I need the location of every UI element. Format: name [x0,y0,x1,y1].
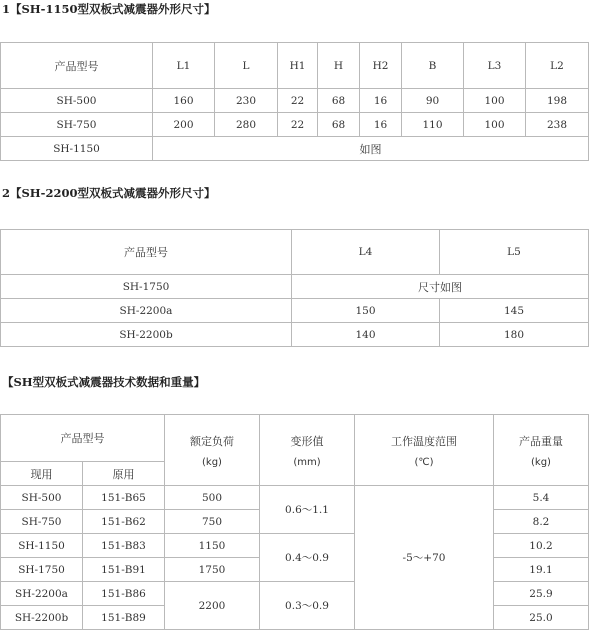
cell-see-figure: 如图 [153,137,589,161]
cell-weight: 19.1 [494,558,589,582]
table-row [1,137,589,161]
technical-data-table [0,414,589,630]
header-weight-unit: (kg) [531,456,551,468]
cell-l4: 140 [292,323,440,347]
dimensions-table-sh2200 [0,229,589,347]
cell-l2: 238 [526,113,589,137]
header-model: 产品型号 [1,230,292,275]
header-b: B [402,43,464,89]
header-current-model: 现用 [1,462,83,486]
cell-original-model: 151-B62 [83,510,165,534]
cell-weight: 25.0 [494,606,589,630]
cell-rated-load: 750 [165,510,260,534]
header-model: 产品型号 [1,43,153,89]
cell-current-model: SH-2200a [1,582,83,606]
cell-original-model: 151-B83 [83,534,165,558]
header-deformation [260,415,355,486]
cell-h: 68 [318,89,360,113]
cell-rated-load: 500 [165,486,260,510]
header-rated-load-unit: (kg) [202,456,222,468]
header-l: L [215,43,278,89]
cell-weight: 5.4 [494,486,589,510]
cell-h1: 22 [278,89,318,113]
table-row [1,534,589,558]
table-header-row [1,230,589,275]
cell-l: 230 [215,89,278,113]
cell-h2: 16 [360,113,402,137]
table-row [1,113,589,137]
cell-original-model: 151-B86 [83,582,165,606]
table-row [1,323,589,347]
cell-b: 110 [402,113,464,137]
header-l2: L2 [526,43,589,89]
section-title-1: 1【SH-1150型双板式减震器外形尺寸】 [2,2,216,16]
cell-current-model: SH-500 [1,486,83,510]
header-l4: L4 [292,230,440,275]
header-temperature-unit: (℃) [414,456,434,468]
table-row [1,486,589,510]
cell-current-model: SH-1150 [1,534,83,558]
cell-l5: 145 [440,299,589,323]
cell-rated-load: 1750 [165,558,260,582]
cell-weight: 10.2 [494,534,589,558]
cell-model: SH-2200a [1,299,292,323]
cell-weight: 25.9 [494,582,589,606]
header-deformation-label: 变形值 [290,434,324,448]
cell-l: 280 [215,113,278,137]
header-l5: L5 [440,230,589,275]
cell-current-model: SH-1750 [1,558,83,582]
header-h2: H2 [360,43,402,89]
cell-model: SH-1750 [1,275,292,299]
cell-weight: 8.2 [494,510,589,534]
table-header-row [1,415,589,462]
header-model: 产品型号 [1,415,165,462]
cell-l3: 100 [464,89,526,113]
cell-current-model: SH-2200b [1,606,83,630]
section-title-3: 【SH型双板式减震器技术数据和重量】 [2,375,206,389]
header-temperature [355,415,494,486]
section-title-2: 2【SH-2200型双板式减震器外形尺寸】 [2,186,216,200]
cell-h: 68 [318,113,360,137]
cell-h2: 16 [360,89,402,113]
cell-temperature-range: -5～+70 [355,486,494,630]
cell-l2: 198 [526,89,589,113]
cell-l1: 200 [153,113,215,137]
header-h: H [318,43,360,89]
cell-l4: 150 [292,299,440,323]
cell-original-model: 151-B65 [83,486,165,510]
header-h1: H1 [278,43,318,89]
cell-current-model: SH-750 [1,510,83,534]
cell-l3: 100 [464,113,526,137]
header-original-model: 原用 [83,462,165,486]
cell-model: SH-500 [1,89,153,113]
header-rated-load [165,415,260,486]
table-row [1,275,589,299]
cell-original-model: 151-B89 [83,606,165,630]
header-deformation-unit: (mm) [293,456,321,468]
cell-deformation: 0.6～1.1 [260,486,355,534]
cell-model: SH-750 [1,113,153,137]
cell-deformation: 0.3～0.9 [260,582,355,630]
header-weight [494,415,589,486]
header-l3: L3 [464,43,526,89]
cell-h1: 22 [278,113,318,137]
cell-model: SH-1150 [1,137,153,161]
table-row [1,582,589,606]
cell-original-model: 151-B91 [83,558,165,582]
cell-l1: 160 [153,89,215,113]
cell-b: 90 [402,89,464,113]
table-header-row [1,43,589,89]
cell-l5: 180 [440,323,589,347]
dimensions-table-sh1150 [0,42,589,161]
cell-deformation: 0.4～0.9 [260,534,355,582]
table-row [1,89,589,113]
header-l1: L1 [153,43,215,89]
cell-rated-load: 2200 [165,582,260,630]
header-temperature-label: 工作温度范围 [391,434,457,448]
cell-rated-load: 1150 [165,534,260,558]
header-rated-load-label: 额定负荷 [190,434,234,448]
table-row [1,299,589,323]
header-weight-label: 产品重量 [519,434,563,448]
cell-size-see-figure: 尺寸如图 [292,275,589,299]
cell-model: SH-2200b [1,323,292,347]
